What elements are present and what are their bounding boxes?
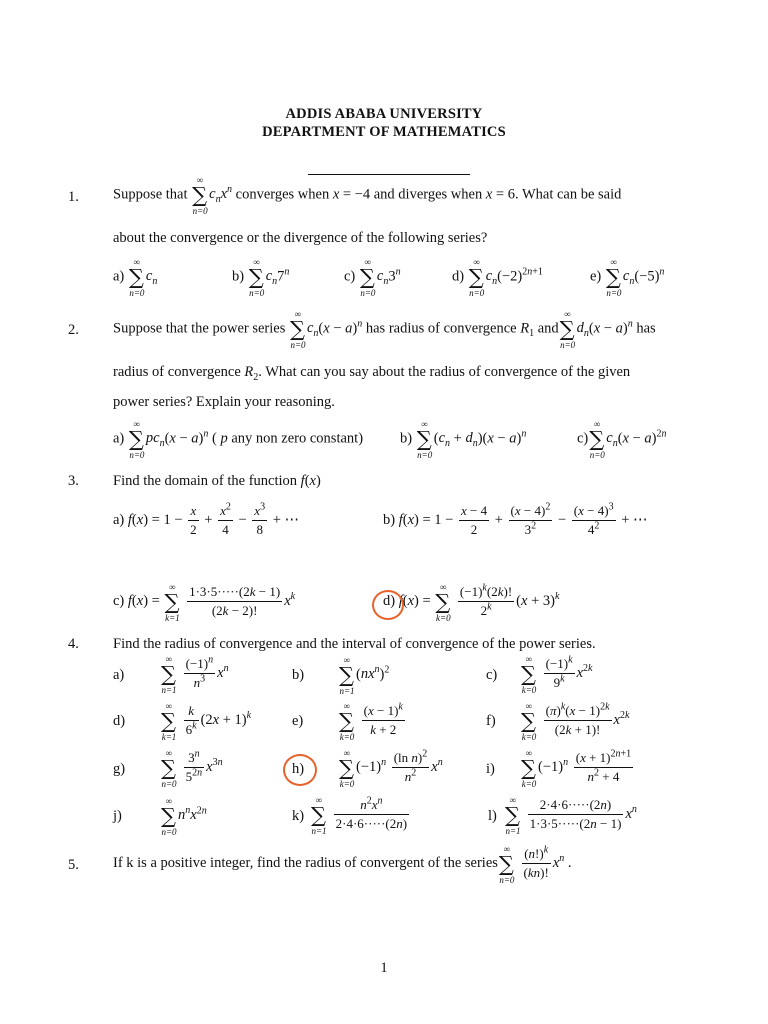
q3-part-b: b) f(x) = 1 − $\frac{x - 4}{2}$ + $\frac{(x - 4)^2}{3^2}$ − $\frac{(x - 4)^3}{4^2}$ + ⋯	[383, 501, 648, 537]
q4-number: 4.	[68, 636, 79, 652]
q4-label-l: l)	[488, 808, 497, 824]
q3-part-c: c) f(x) = ∞ ∑ k=1 $\frac{1\cdot 3\cdot 5\cdot\cdot\cdot\cdot\cdot(2k - 1)}{(2k - 2)!}$ $x^k$	[113, 581, 296, 623]
q4-expr-e: ∞ ∑ k=0 $\frac{(x - 1)^k}{k + 2}$	[339, 700, 403, 742]
q1-part-c: c) ∞ ∑ n=0 $c_n3^n$	[344, 257, 401, 298]
q4-expr-d: ∞ ∑ k=1 $\frac{k}{6^k}$ $(2x + 1)^k$	[161, 700, 252, 742]
q2-part-a: a) ∞ ∑ n=0 $pc_n(x - a)^n$ ( p any non zero constant)	[113, 419, 364, 460]
q4-expr-a: ∞ ∑ n=1 $\frac{(-1)^n}{n^3}$ $x^n$	[161, 653, 229, 695]
q1-part-a: a) ∞ ∑ n=0 $c_n$	[113, 257, 158, 298]
q4-label-i: i)	[486, 761, 495, 777]
q2-line3: power series? Explain your reasoning.	[113, 394, 335, 410]
q4-line: Find the radius of convergence and the interval of convergence of the power series.	[113, 636, 596, 652]
q3-part-a: a) f(x) = 1 − $\frac{x}{2}$ + $\frac{x^2}{4}$ − $\frac{x^3}{8}$ + ⋯	[113, 501, 300, 537]
q4-expr-j: ∞ ∑ n=0 $n^nx^{2n}$	[161, 796, 207, 837]
q3-number: 3.	[68, 473, 79, 489]
university-title: ADDIS ABABA UNIVERSITY	[285, 106, 483, 122]
q1-part-d: d) ∞ ∑ n=0 $c_n(-2)^{2n+1}$	[452, 257, 543, 298]
q3-line: Find the domain of the function f(x)	[113, 473, 321, 489]
q2-part-b: b) ∞ ∑ n=0 $(c_n + d_n)(x - a)^n$	[400, 419, 527, 460]
q4-label-a: a)	[113, 667, 125, 683]
q4-label-d: d)	[113, 713, 126, 729]
q4-label-f: f)	[486, 713, 496, 729]
q4-label-g: g)	[113, 761, 126, 777]
q4-label-j: j)	[113, 808, 122, 824]
q4-expr-l: ∞ ∑ n=1 $\frac{2\cdot 4\cdot 6\cdot\cdot\cdot\cdot\cdot(2n)}{1\cdot 3\cdot 5\cdot\cdot\cdot\cdot\cdot(2n - 1)}$ $x^n$	[505, 794, 637, 836]
q1-part-b: b) ∞ ∑ n=0 $c_n7^n$	[232, 257, 290, 298]
q4-label-k: k)	[292, 808, 305, 824]
q5-number: 5.	[68, 857, 79, 873]
annotation-circle-3d	[372, 590, 404, 620]
q2-line2: radius of convergence $R_2$. What can you say about the radius of convergence of the given	[113, 364, 631, 383]
q4-expr-k: ∞ ∑ n=1 $\frac{n^2x^n}{2\cdot 4\cdot 6\cdot\cdot\cdot\cdot\cdot(2n)}$	[311, 794, 408, 836]
q1-part-e: e) ∞ ∑ n=0 $c_n(-5)^n$	[590, 257, 665, 298]
q4-label-e: e)	[292, 713, 304, 729]
q5-line: If k is a positive integer, find the radius of convergent of the series ∞ ∑ n=0 $\frac{(n!)^k}{(kn)!}$ $x^n$ .	[113, 843, 572, 885]
q2-line1: Suppose that the power series ∞ ∑ n=0 $c_n(x - a)^n$ has radius of convergence $R_1$ and ∞ ∑ n=0 $d_n(x - a)^n$ has	[113, 309, 656, 350]
q3-part-d: d) f(x) = ∞ ∑ k=0 $\frac{(-1)^k(2k)!}{2^k}$ $(x + 3)^k$	[383, 581, 560, 623]
q4-expr-b: ∞ ∑ n=1 $(nx^n)^2$	[339, 655, 390, 696]
q1-line2: about the convergence or the divergence of the following series?	[113, 230, 488, 246]
q4-expr-i: ∞ ∑ k=0 $(-1)^n$ $\frac{(x + 1)^{2n+1}}{n^2 + 4}$	[521, 747, 632, 789]
q4-expr-h: ∞ ∑ k=0 $(-1)^n$ $\frac{(\ln n)^2}{n^2}$ $x^n$	[339, 747, 443, 789]
q2-part-c: c) ∞ ∑ n=0 $c_n(x - a)^{2n}$	[577, 419, 667, 460]
q4-label-h: h)	[292, 761, 305, 777]
q4-label-b: b)	[292, 667, 305, 683]
q4-expr-f: ∞ ∑ k=0 $\frac{(\pi)^k(x - 1)^{2k}}{(2k + 1)!}$ $x^{2k}$	[521, 700, 630, 742]
q1-line1: Suppose that ∞ ∑ n=0 $c_nx^n$ converges when x = −4 and diverges when x = 6. What can be said	[113, 175, 622, 216]
header-divider	[308, 174, 470, 175]
q4-expr-c: ∞ ∑ k=0 $\frac{(-1)^k}{9^k}$ $x^{2k}$	[521, 653, 593, 695]
q4-label-c: c)	[486, 667, 498, 683]
annotation-circle-4h	[283, 754, 317, 786]
department-title: DEPARTMENT OF MATHEMATICS	[262, 124, 506, 140]
q2-number: 2.	[68, 322, 79, 338]
q1-number: 1.	[68, 189, 79, 205]
q4-expr-g: ∞ ∑ n=0 $\frac{3^n}{5^{2n}}$ $x^{3n}$	[161, 747, 223, 789]
page-number: 1	[380, 960, 388, 976]
